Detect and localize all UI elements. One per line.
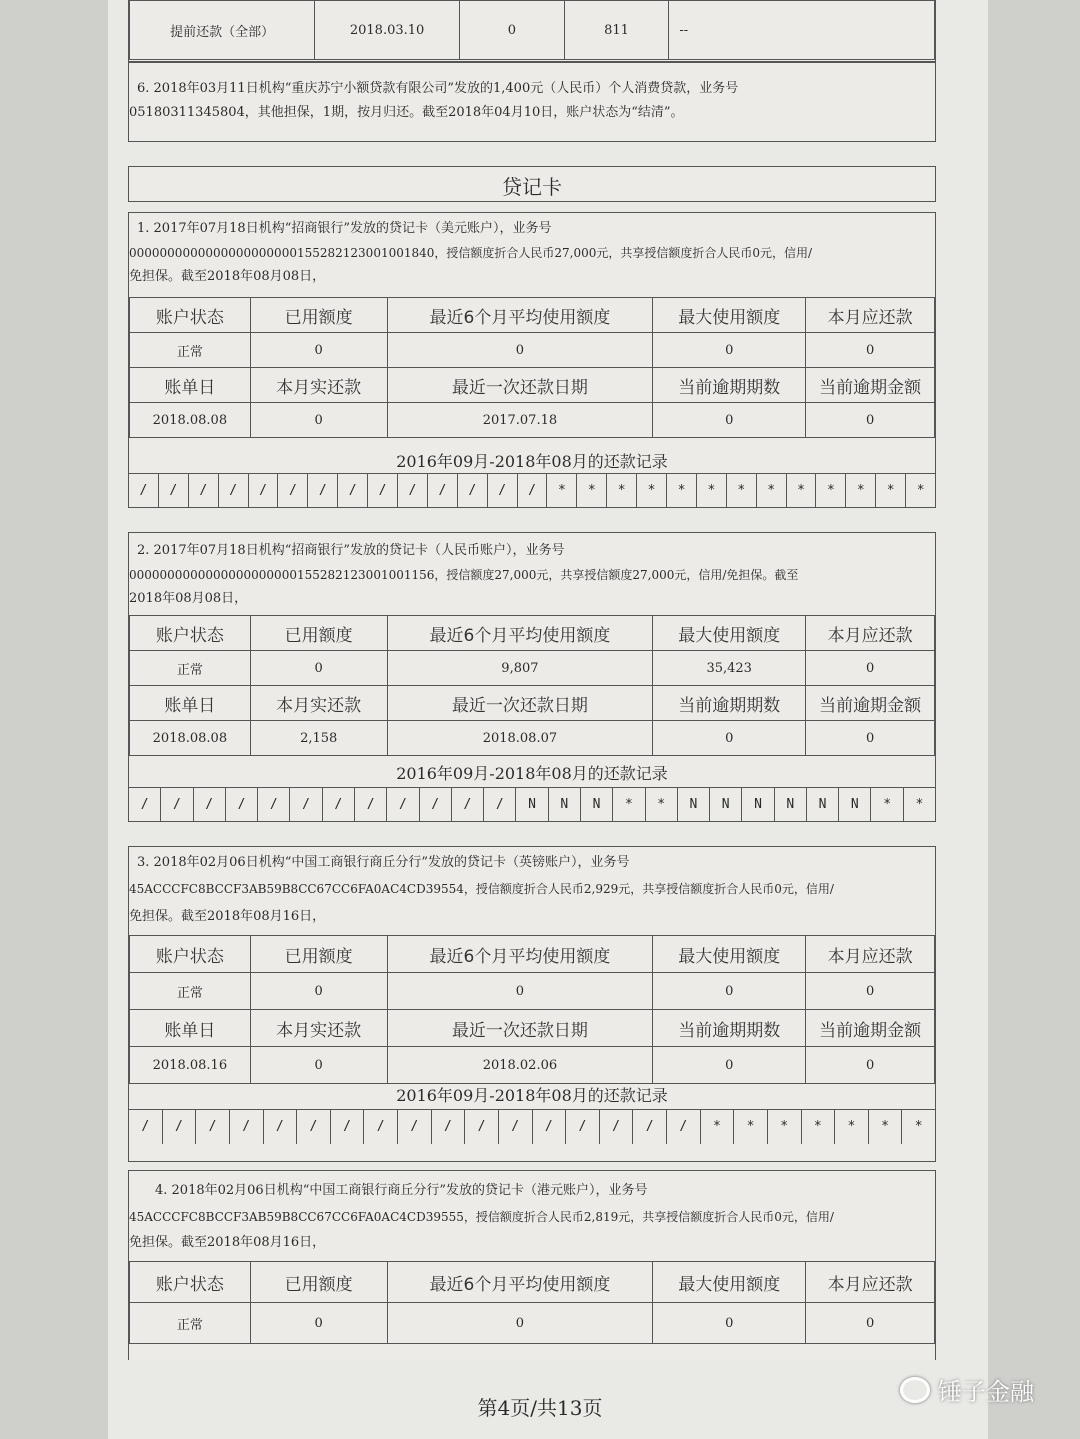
prior-repayment-row bbox=[128, 0, 936, 62]
header-used-limit: 已用额度 bbox=[250, 936, 387, 973]
watermark-text: 锤子金融 bbox=[938, 1378, 1034, 1406]
card-2-table bbox=[129, 615, 935, 756]
card-4-status: 正常 bbox=[130, 1303, 251, 1344]
header-paid-this-month: 本月实还款 bbox=[250, 686, 387, 721]
header-avg-usage: 最近6个月平均使用额度 bbox=[387, 298, 653, 333]
repayment-mark: / bbox=[420, 788, 452, 822]
repayment-mark: / bbox=[465, 1110, 499, 1144]
repayment-mark: / bbox=[633, 1110, 667, 1144]
repayment-mark: N bbox=[549, 788, 581, 822]
card-1-table bbox=[129, 297, 935, 438]
header-max-usage: 最大使用额度 bbox=[653, 298, 806, 333]
card-2-used: 0 bbox=[250, 651, 387, 686]
repayment-mark: / bbox=[249, 474, 279, 508]
header-overdue-amount: 当前逾期金额 bbox=[806, 368, 935, 403]
repayment-mark: * bbox=[607, 474, 637, 508]
header-overdue-periods: 当前逾期期数 bbox=[653, 1010, 806, 1047]
repayment-mark: / bbox=[428, 474, 458, 508]
card-1-overdue-periods: 0 bbox=[653, 403, 806, 438]
card-4-used: 0 bbox=[250, 1303, 387, 1344]
repayment-mark: * bbox=[876, 474, 906, 508]
card-2-avg: 9,807 bbox=[387, 651, 653, 686]
card-3-marks bbox=[129, 1109, 935, 1144]
header-bill-date: 账单日 bbox=[130, 686, 251, 721]
card-4 bbox=[128, 1170, 936, 1360]
repayment-mark: * bbox=[816, 474, 846, 508]
card-2-paid: 2,158 bbox=[250, 721, 387, 756]
repayment-mark: / bbox=[230, 1110, 264, 1144]
card-3-used: 0 bbox=[250, 973, 387, 1010]
card-3-max: 0 bbox=[653, 973, 806, 1010]
repayment-mark: * bbox=[577, 474, 607, 508]
card-1 bbox=[128, 212, 936, 508]
card-3-overdue-amount: 0 bbox=[806, 1047, 935, 1084]
card-3 bbox=[128, 846, 936, 1162]
repayment-mark: / bbox=[189, 474, 219, 508]
repayment-mark: N bbox=[678, 788, 710, 822]
card-2 bbox=[128, 532, 936, 822]
card-3-paid: 0 bbox=[250, 1047, 387, 1084]
card-4-max: 0 bbox=[653, 1303, 806, 1344]
prior-amount-cell: 811 bbox=[564, 1, 669, 60]
repayment-mark: / bbox=[484, 788, 516, 822]
card-2-due: 0 bbox=[806, 651, 935, 686]
repayment-mark: / bbox=[452, 788, 484, 822]
repayment-mark: * bbox=[802, 1110, 836, 1144]
card-2-max: 35,423 bbox=[653, 651, 806, 686]
header-account-status: 账户状态 bbox=[130, 298, 251, 333]
repayment-mark: * bbox=[757, 474, 787, 508]
repayment-mark: / bbox=[226, 788, 258, 822]
repayment-mark: N bbox=[775, 788, 807, 822]
header-due-this-month: 本月应还款 bbox=[806, 298, 935, 333]
repayment-mark: N bbox=[839, 788, 871, 822]
header-max-usage: 最大使用额度 bbox=[653, 616, 806, 651]
card-3-bill-date: 2018.08.16 bbox=[130, 1047, 251, 1084]
repayment-mark: / bbox=[196, 1110, 230, 1144]
card-2-last-pay: 2018.08.07 bbox=[387, 721, 653, 756]
card-2-desc3: 2018年08月08日， bbox=[129, 591, 248, 606]
header-used-limit: 已用额度 bbox=[250, 616, 387, 651]
repayment-mark: N bbox=[516, 788, 548, 822]
repayment-mark: / bbox=[194, 788, 226, 822]
card-1-status: 正常 bbox=[130, 333, 251, 368]
card-1-desc2: 0000000000000000000000155282123001001840，授信额度折合人民币27,000元，共享授信额度折合人民币0元，信用/ bbox=[129, 246, 813, 260]
repayment-mark: * bbox=[869, 1110, 903, 1144]
header-due-this-month: 本月应还款 bbox=[806, 936, 935, 973]
header-account-status: 账户状态 bbox=[130, 936, 251, 973]
header-paid-this-month: 本月实还款 bbox=[250, 1010, 387, 1047]
repayment-mark: / bbox=[667, 1110, 701, 1144]
repayment-mark: / bbox=[355, 788, 387, 822]
loan-6-line1: 6. 2018年03月11日机构“重庆苏宁小额贷款有限公司”发放的1,400元（人民币）个人消费贷款，业务号 bbox=[137, 81, 739, 96]
repayment-mark: * bbox=[787, 474, 817, 508]
repayment-mark: * bbox=[667, 474, 697, 508]
header-used-limit: 已用额度 bbox=[250, 298, 387, 333]
section-header bbox=[128, 166, 936, 202]
repayment-mark: N bbox=[581, 788, 613, 822]
card-3-record-title: 2016年09月-2018年08月的还款记录 bbox=[396, 1086, 668, 1105]
repayment-mark: / bbox=[258, 788, 290, 822]
header-overdue-periods: 当前逾期期数 bbox=[653, 368, 806, 403]
repayment-mark: N bbox=[742, 788, 774, 822]
card-1-max: 0 bbox=[653, 333, 806, 368]
wechat-icon bbox=[900, 1377, 930, 1403]
header-bill-date: 账单日 bbox=[130, 368, 251, 403]
repayment-mark: * bbox=[915, 797, 924, 812]
header-account-status: 账户状态 bbox=[130, 1262, 251, 1303]
loan-6-line2: 05180311345804，其他担保，1期，按月归还。截至2018年04月10日，账户状态为“结清”。 bbox=[129, 105, 684, 120]
card-4-desc3: 免担保。截至2018年08月16日， bbox=[129, 1235, 326, 1250]
repayment-mark: / bbox=[338, 474, 368, 508]
header-last-payment-date: 最近一次还款日期 bbox=[387, 1010, 653, 1047]
card-2-status: 正常 bbox=[130, 651, 251, 686]
card-2-bill-date: 2018.08.08 bbox=[130, 721, 251, 756]
card-3-due: 0 bbox=[806, 973, 935, 1010]
repayment-mark: * bbox=[701, 1110, 735, 1144]
header-avg-usage: 最近6个月平均使用额度 bbox=[387, 616, 653, 651]
card-1-marks bbox=[129, 473, 935, 508]
repayment-mark: / bbox=[518, 474, 548, 508]
header-bill-date: 账单日 bbox=[130, 1010, 251, 1047]
header-avg-usage: 最近6个月平均使用额度 bbox=[387, 1262, 653, 1303]
prior-dash-cell: -- bbox=[669, 1, 935, 60]
header-last-payment-date: 最近一次还款日期 bbox=[387, 368, 653, 403]
repayment-mark: / bbox=[364, 1110, 398, 1144]
repayment-mark: / bbox=[163, 1110, 197, 1144]
header-due-this-month: 本月应还款 bbox=[806, 616, 935, 651]
card-2-marks bbox=[129, 787, 935, 822]
header-used-limit: 已用额度 bbox=[250, 1262, 387, 1303]
repayment-mark: / bbox=[566, 1110, 600, 1144]
repayment-mark: * bbox=[846, 474, 876, 508]
card-1-last-pay: 2017.07.18 bbox=[387, 403, 653, 438]
page-number: 第4页/共13页 bbox=[477, 1396, 603, 1420]
card-1-overdue-amount: 0 bbox=[806, 403, 935, 438]
card-1-used: 0 bbox=[250, 333, 387, 368]
card-3-desc2: 45ACCCFC8BCCF3AB59B8CC67CC6FA0AC4CD39554，授信额度折合人民币2,929元，共享授信额度折合人民币0元，信用/ bbox=[129, 882, 834, 896]
repayment-mark: / bbox=[308, 474, 338, 508]
repayment-mark: / bbox=[458, 474, 488, 508]
repayment-mark: N bbox=[710, 788, 742, 822]
watermark bbox=[900, 1372, 1034, 1407]
card-1-paid: 0 bbox=[250, 403, 387, 438]
header-last-payment-date: 最近一次还款日期 bbox=[387, 686, 653, 721]
repayment-mark: * bbox=[916, 483, 925, 498]
card-3-desc3: 免担保。截至2018年08月16日， bbox=[129, 909, 326, 924]
repayment-mark: / bbox=[323, 788, 355, 822]
card-1-record-title: 2016年09月-2018年08月的还款记录 bbox=[396, 452, 668, 471]
card-2-desc1: 2. 2017年07月18日机构“招商银行”发放的贷记卡（人民币账户），业务号 bbox=[137, 543, 565, 558]
repayment-mark: / bbox=[488, 474, 518, 508]
repayment-mark: N bbox=[807, 788, 839, 822]
card-4-table bbox=[129, 1261, 935, 1344]
card-3-last-pay: 2018.02.06 bbox=[387, 1047, 653, 1084]
header-overdue-periods: 当前逾期期数 bbox=[653, 686, 806, 721]
card-3-table bbox=[129, 935, 935, 1084]
prior-type-cell: 提前还款（全部） bbox=[130, 1, 315, 60]
repayment-mark: / bbox=[297, 1110, 331, 1144]
repayment-mark: / bbox=[533, 1110, 567, 1144]
repayment-mark: * bbox=[768, 1110, 802, 1144]
repayment-mark: / bbox=[278, 474, 308, 508]
header-paid-this-month: 本月实还款 bbox=[250, 368, 387, 403]
repayment-mark: * bbox=[646, 788, 678, 822]
header-max-usage: 最大使用额度 bbox=[653, 936, 806, 973]
header-max-usage: 最大使用额度 bbox=[653, 1262, 806, 1303]
repayment-mark: * bbox=[613, 788, 645, 822]
repayment-mark: / bbox=[161, 788, 193, 822]
header-overdue-amount: 当前逾期金额 bbox=[806, 1010, 935, 1047]
header-due-this-month: 本月应还款 bbox=[806, 1262, 935, 1303]
card-2-overdue-amount: 0 bbox=[806, 721, 935, 756]
repayment-mark: / bbox=[129, 1110, 163, 1144]
card-4-desc1: 4. 2018年02月06日机构“中国工商银行商丘分行”发放的贷记卡（港元账户），业务号 bbox=[155, 1183, 648, 1198]
card-3-status: 正常 bbox=[130, 973, 251, 1010]
repayment-mark: * bbox=[727, 474, 757, 508]
repayment-mark: / bbox=[331, 1110, 365, 1144]
card-1-due: 0 bbox=[806, 333, 935, 368]
repayment-mark: * bbox=[835, 1110, 869, 1144]
repayment-mark: * bbox=[914, 1119, 923, 1134]
repayment-mark: * bbox=[547, 474, 577, 508]
card-3-desc1: 3. 2018年02月06日机构“中国工商银行商丘分行”发放的贷记卡（英镑账户），业务号 bbox=[137, 855, 630, 870]
card-1-avg: 0 bbox=[387, 333, 653, 368]
repayment-mark: * bbox=[697, 474, 727, 508]
repayment-mark: * bbox=[871, 788, 903, 822]
card-2-desc2: 0000000000000000000000155282123001001156，授信额度27,000元，共享授信额度27,000元，信用/免担保。截至 bbox=[129, 568, 799, 582]
repayment-mark: / bbox=[129, 788, 161, 822]
card-1-bill-date: 2018.08.08 bbox=[130, 403, 251, 438]
prior-count-cell: 0 bbox=[460, 1, 565, 60]
card-4-avg: 0 bbox=[387, 1303, 653, 1344]
repayment-mark: / bbox=[398, 474, 428, 508]
repayment-mark: / bbox=[499, 1110, 533, 1144]
repayment-mark: * bbox=[637, 474, 667, 508]
card-1-desc1: 1. 2017年07月18日机构“招商银行”发放的贷记卡（美元账户），业务号 bbox=[137, 221, 552, 236]
header-overdue-amount: 当前逾期金额 bbox=[806, 686, 935, 721]
repayment-mark: / bbox=[387, 788, 419, 822]
card-4-desc2: 45ACCCFC8BCCF3AB59B8CC67CC6FA0AC4CD39555，授信额度折合人民币2,819元，共享授信额度折合人民币0元，信用/ bbox=[129, 1210, 834, 1224]
card-2-overdue-periods: 0 bbox=[653, 721, 806, 756]
prior-date-cell: 2018.03.10 bbox=[315, 1, 460, 60]
card-4-due: 0 bbox=[806, 1303, 935, 1344]
header-avg-usage: 最近6个月平均使用额度 bbox=[387, 936, 653, 973]
prior-repayment-table bbox=[129, 0, 935, 60]
repayment-mark: / bbox=[432, 1110, 466, 1144]
section-title: 贷记卡 bbox=[502, 175, 562, 199]
repayment-mark: / bbox=[368, 474, 398, 508]
repayment-mark: / bbox=[159, 474, 189, 508]
card-3-avg: 0 bbox=[387, 973, 653, 1010]
repayment-mark: / bbox=[129, 474, 159, 508]
repayment-mark: / bbox=[264, 1110, 298, 1144]
card-1-desc3: 免担保。截至2018年08月08日， bbox=[129, 269, 326, 284]
header-account-status: 账户状态 bbox=[130, 616, 251, 651]
repayment-mark: * bbox=[734, 1110, 768, 1144]
repayment-mark: / bbox=[398, 1110, 432, 1144]
repayment-mark: / bbox=[600, 1110, 634, 1144]
card-3-overdue-periods: 0 bbox=[653, 1047, 806, 1084]
repayment-mark: / bbox=[219, 474, 249, 508]
repayment-mark: / bbox=[290, 788, 322, 822]
card-2-record-title: 2016年09月-2018年08月的还款记录 bbox=[396, 764, 668, 783]
loan-6-description bbox=[128, 62, 936, 142]
